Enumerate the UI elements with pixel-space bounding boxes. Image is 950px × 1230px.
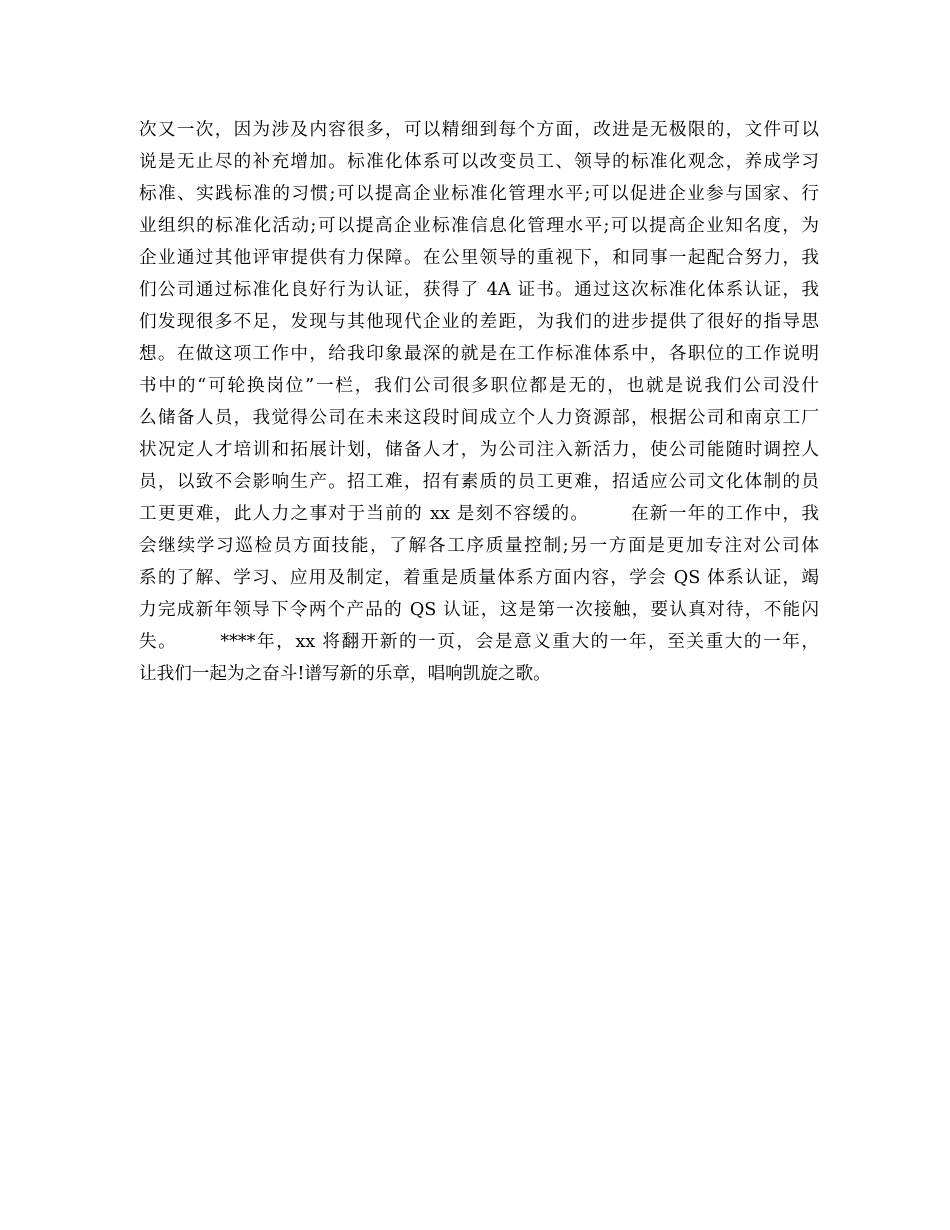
text-line: 们公司通过标准化良好行为认证，获得了 4A 证书。通过这次标准化体系认证，我: [139, 280, 819, 300]
text-line: 书中的“可轮换岗位”一栏，我们公司很多职位都是无的，也就是说我们公司没什: [139, 376, 819, 396]
text-line: 系的了解、学习、应用及制定，着重是质量体系方面内容，学会 QS 体系认证，竭: [139, 568, 819, 588]
text-line: 么储备人员，我觉得公司在未来这段时间成立个人力资源部，根据公司和南京工厂: [139, 408, 819, 428]
body-text: [139, 114, 819, 690]
text-line: 次又一次，因为涉及内容很多，可以精细到每个方面，改进是无极限的，文件可以: [139, 120, 819, 140]
text-line: 失。 ****年，xx 将翻开新的一页，会是意义重大的一年，至关重大的一年，: [139, 632, 819, 652]
text-line: 力完成新年领导下令两个产品的 QS 认证，这是第一次接触，要认真对待，不能闪: [139, 600, 819, 620]
text-line: 说是无止尽的补充增加。标准化体系可以改变员工、领导的标准化观念，养成学习: [139, 152, 819, 172]
text-line: 企业通过其他评审提供有力保障。在公里领导的重视下，和同事一起配合努力，我: [139, 248, 819, 268]
text-line: 工更更难，此人力之事对于当前的 xx 是刻不容缓的。 在新一年的工作中，我: [139, 504, 819, 524]
text-line: 员，以致不会影响生产。招工难，招有素质的员工更难，招适应公司文化体制的员: [139, 472, 819, 492]
text-line: 业组织的标准化活动;可以提高企业标准信息化管理水平;可以提高企业知名度，为: [139, 216, 819, 236]
text-line: 让我们一起为之奋斗!谱写新的乐章，唱响凯旋之歌。: [139, 664, 551, 684]
text-line: 们发现很多不足，发现与其他现代企业的差距，为我们的进步提供了很好的指导思: [139, 312, 819, 332]
text-line: 标准、实践标准的习惯;可以提高企业标准化管理水平;可以促进企业参与国家、行: [139, 184, 819, 204]
text-line: 想。在做这项工作中，给我印象最深的就是在工作标准体系中，各职位的工作说明: [139, 344, 819, 364]
text-line: 状况定人才培训和拓展计划，储备人才，为公司注入新活力，使公司能随时调控人: [139, 440, 819, 460]
text-line: 会继续学习巡检员方面技能，了解各工序质量控制;另一方面是更加专注对公司体: [139, 536, 819, 556]
